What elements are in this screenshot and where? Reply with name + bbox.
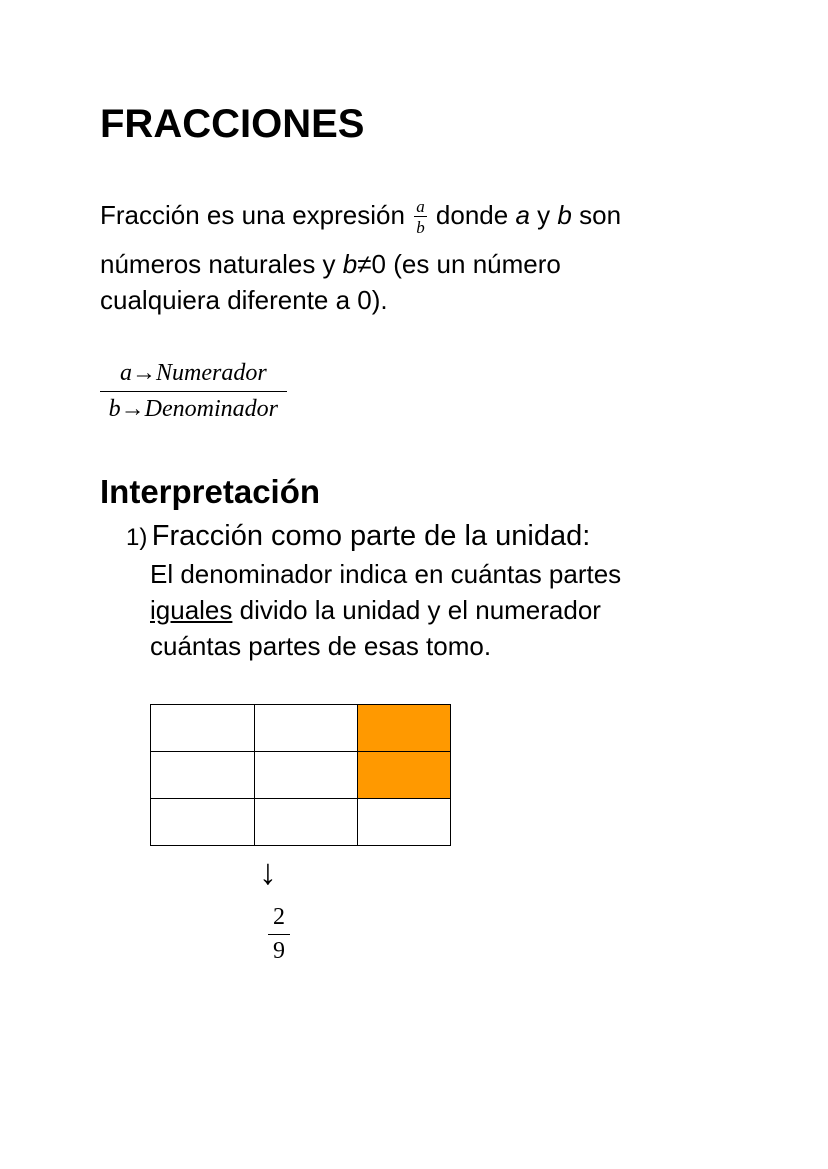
fraction-grid — [150, 704, 451, 846]
definition-text-6: ≠0 (es un número — [357, 249, 561, 279]
fraction-legend-denominator: b→Denominador — [108, 396, 278, 422]
grid-cell-shaded — [358, 705, 451, 752]
grid-row — [151, 705, 451, 752]
definition-line-3: cualquiera diferente a 0). — [100, 285, 388, 315]
explanation-line-1: El denominador indica en cuántas partes — [150, 559, 622, 589]
down-arrow-icon: ↓ — [259, 851, 277, 892]
definition-text-2: donde — [435, 199, 509, 230]
grid-row — [151, 752, 451, 799]
grid-cell — [255, 752, 358, 799]
variable-a: a — [515, 199, 530, 230]
grid-cell — [151, 752, 255, 799]
explanation-line-2-rest: divido la unidad y el numerador — [232, 595, 601, 625]
grid-cell — [255, 705, 358, 752]
page-title: FRACCIONES — [100, 102, 365, 146]
list-item-1 — [126, 518, 590, 559]
grid-cell-shaded — [358, 752, 451, 799]
result-fraction — [268, 904, 290, 965]
grid-row — [151, 799, 451, 846]
definition-line-2 — [100, 248, 561, 280]
inline-fraction — [414, 198, 427, 236]
grid-cell — [151, 705, 255, 752]
list-item-title: Fracción como parte de la unidad: — [151, 520, 591, 552]
variable-b-nonzero: b — [342, 249, 358, 279]
grid-cell — [358, 799, 451, 846]
inline-fraction-denominator: b — [416, 218, 425, 237]
explanation-line-2 — [150, 594, 601, 626]
definition-text-4: son — [579, 199, 622, 230]
definition-text-3: y — [537, 199, 551, 230]
variable-b: b — [557, 199, 572, 230]
inline-fraction-numerator: a — [416, 197, 425, 216]
section-heading: Interpretación — [100, 473, 321, 510]
fraction-legend — [100, 360, 287, 423]
grid-cell — [151, 799, 255, 846]
list-item-number: 1) — [126, 524, 148, 551]
explanation-line-3: cuántas partes de esas tomo. — [150, 631, 492, 661]
fraction-legend-numerator: a→Numerador — [100, 360, 287, 392]
result-denominator: 9 — [273, 938, 285, 964]
definition-line-1 — [100, 198, 621, 236]
underlined-word: iguales — [150, 595, 233, 625]
result-numerator: 2 — [268, 904, 290, 935]
definition-text-5: números naturales y — [100, 249, 336, 279]
definition-text-1: Fracción es una expresión — [100, 199, 405, 230]
grid-cell — [255, 799, 358, 846]
